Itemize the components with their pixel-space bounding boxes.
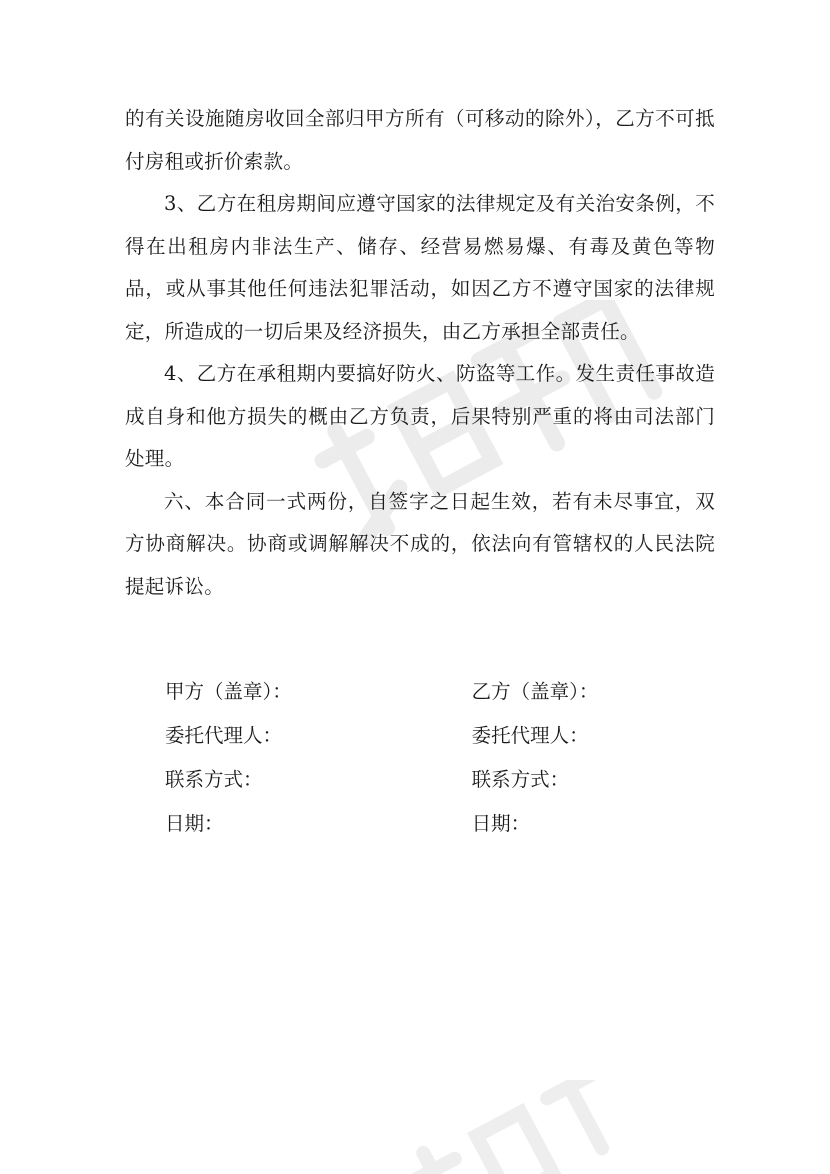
signature-block <box>165 668 665 844</box>
party-a-contact-label: 联系方式： <box>165 768 263 791</box>
party-a-agent-label: 委托代理人： <box>165 724 283 747</box>
signature-row-date <box>165 800 665 844</box>
watermark-logo-bottom <box>360 1080 620 1174</box>
paragraph-clause-3-compliance: 3、乙方在租房期间应遵守国家的法律规定及有关治安条例，不得在出租房内非法生产、储存、经营易燃易爆、有毒及黄色等物品，或从事其他任何违法犯罪活动，如因乙方不遵守国家的法律规定，所造成的一切后果及经济损失，由乙方承担全部责任。 <box>125 192 715 343</box>
signature-row-contact <box>165 756 665 800</box>
paragraph-section-6-validity: 六、本合同一式两份，自签字之日起生效，若有未尽事宜，双方协商解决。协商或调解解决不成的，依法向有管辖权的人民法院提起诉讼。 <box>125 489 715 598</box>
signature-row-agent <box>165 712 665 756</box>
party-b-seal-label: 乙方（盖章）： <box>471 680 599 703</box>
paragraph-clause-4-safety: 4、乙方在承租期内要搞好防火、防盗等工作。发生责任事故造成自身和他方损失的概由乙方负责，后果特别严重的将由司法部门处理。 <box>125 362 715 470</box>
party-b-date-label: 日期： <box>471 812 531 835</box>
paragraph-facilities-continued: 的有关设施随房收回全部归甲方所有（可移动的除外），乙方不可抵付房租或折价索款。 <box>125 107 715 173</box>
party-a-date-label: 日期： <box>165 812 224 835</box>
party-b-contact-label: 联系方式： <box>471 768 570 791</box>
signature-row-seal <box>165 668 665 712</box>
party-a-seal-label: 甲方（盖章）： <box>165 680 292 703</box>
party-b-agent-label: 委托代理人： <box>471 724 589 747</box>
contract-body <box>125 98 715 608</box>
